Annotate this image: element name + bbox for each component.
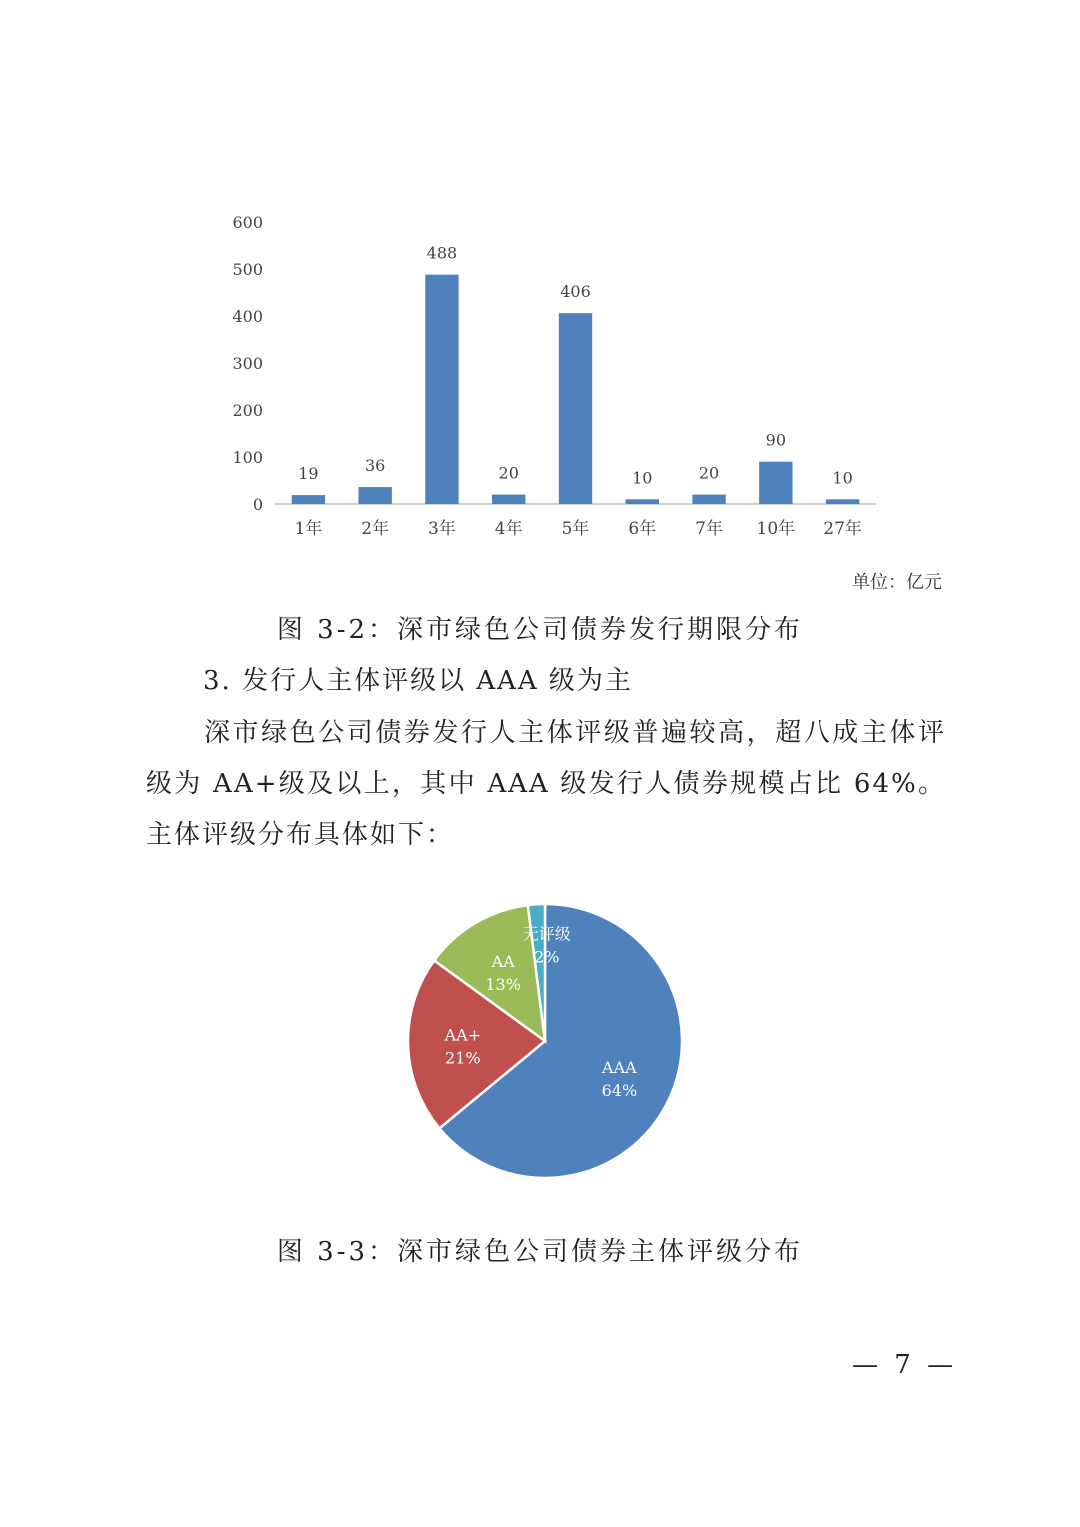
bar: [826, 499, 859, 504]
body-paragraph: 深市绿色公司债券发行人主体评级普遍较高，超八成主体评级为 AA+级及以上，其中 AAA 级发行人债券规模占比 64%。主体评级分布具体如下：: [146, 718, 946, 850]
term-distribution-bar-chart: [232, 213, 876, 539]
data-label: 90: [765, 430, 787, 450]
y-tick-label: 500: [232, 260, 263, 279]
rating-distribution-pie-chart: [408, 904, 682, 1178]
bar: [358, 487, 391, 504]
x-tick-label: 6年: [628, 519, 657, 539]
y-tick-label: 300: [232, 354, 263, 373]
data-label: 20: [498, 463, 519, 483]
data-label: 488: [426, 243, 458, 263]
y-tick-label: 100: [232, 448, 263, 467]
section-heading: 3. 发行人主体评级以 AAA 级为主: [203, 666, 633, 696]
bar: [425, 275, 458, 504]
slice-label: AAA: [602, 1057, 637, 1077]
x-tick-label: 27年: [823, 519, 862, 539]
slice-percent: 2%: [534, 947, 560, 967]
y-tick-label: 0: [252, 495, 263, 514]
x-tick-label: 7年: [695, 519, 723, 539]
slice-percent: 64%: [601, 1080, 638, 1100]
slice-label: AA+: [444, 1025, 482, 1045]
bar: [292, 495, 325, 504]
figure-3-3-caption: 图 3-3：深市绿色公司债券主体评级分布: [276, 1237, 804, 1267]
data-label: 19: [298, 464, 319, 484]
bar: [626, 499, 659, 504]
bar: [692, 495, 725, 504]
bar: [492, 495, 525, 504]
x-tick-label: 10年: [756, 519, 796, 539]
page-number: — 7 —: [852, 1350, 958, 1380]
unit-label: 单位：亿元: [852, 572, 942, 593]
x-tick-label: 5年: [561, 519, 590, 539]
slice-percent: 13%: [485, 975, 521, 995]
bar: [559, 313, 592, 504]
data-label: 10: [832, 468, 853, 488]
figure-3-2-caption: 图 3-2：深市绿色公司债券发行期限分布: [276, 615, 804, 645]
data-label: 10: [632, 468, 653, 488]
x-tick-label: 4年: [494, 519, 523, 539]
data-label: 406: [560, 282, 591, 302]
slice-label: 无评级: [522, 924, 571, 944]
data-label: 36: [364, 456, 386, 476]
x-tick-label: 1年: [294, 519, 323, 539]
y-tick-label: 200: [232, 401, 263, 420]
x-tick-label: 2年: [361, 519, 390, 539]
slice-label: AA: [491, 952, 515, 972]
slice-percent: 21%: [445, 1048, 481, 1068]
x-tick-label: 3年: [428, 519, 456, 539]
y-tick-label: 400: [232, 307, 263, 326]
y-tick-label: 600: [232, 213, 263, 232]
data-label: 20: [698, 463, 720, 483]
bar: [759, 462, 792, 504]
